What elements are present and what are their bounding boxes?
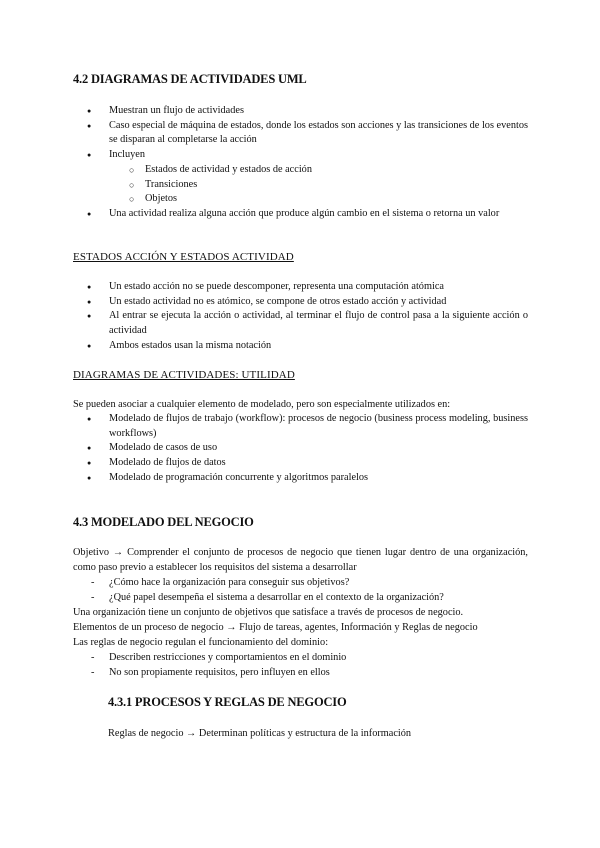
reglas-negocio-paragraph: Reglas de negocio → Determinan políticas y estructura de la información [108, 728, 412, 739]
sub-list-item: ○ Estados de actividad y estados de acción [109, 163, 528, 178]
list-item [73, 148, 528, 207]
elementos-line: Elementos de un proceso de negocio → Flujo de tareas, agentes, Información y Reglas de negocio [73, 622, 478, 633]
questions-list [73, 575, 528, 605]
list-item: ● Caso especial de máquina de estados, donde los estados son acciones y las transiciones de los eventos se disparan al completarse la acción [73, 119, 528, 148]
list-item-text: Incluyen [109, 149, 146, 161]
reglas-line: Las reglas de negocio regulan el funcionamiento del dominio: [73, 637, 329, 648]
list-item: ● Un estado actividad no es atómico, se compone de otros estado acción y actividad [73, 295, 528, 310]
rules-list [73, 650, 528, 680]
section-4-3-1-title: 4.3.1 PROCESOS Y REGLAS DE NEGOCIO [108, 695, 347, 709]
list-item: ● Modelado de programación concurrente y algoritmos paralelos [73, 471, 528, 486]
list-item: ● Una actividad realiza alguna acción que produce algún cambio en el sistema o retorna un valor [73, 207, 528, 222]
section-4-2-title: 4.2 DIAGRAMAS DE ACTIVIDADES UML [73, 72, 307, 86]
list-item: ● Modelado de casos de uso [73, 441, 528, 456]
list-item: - No son propiamente requisitos, pero influyen en ellos [73, 665, 528, 680]
sub-list-item: ○ Objetos [109, 192, 528, 207]
section-4-3-title: 4.3 MODELADO DEL NEGOCIO [73, 515, 254, 529]
list-item: ● Modelado de flujos de datos [73, 456, 528, 471]
list-item: ● Al entrar se ejecuta la acción o actividad, al terminar el flujo de control pasa a la siguiente acción o actividad [73, 309, 528, 338]
list-item: ● Muestran un flujo de actividades [73, 104, 528, 119]
sub-list-item: ○ Transiciones [109, 178, 528, 193]
estados-bullet-list [73, 280, 528, 354]
utilidad-heading: DIAGRAMAS DE ACTIVIDADES: UTILIDAD [73, 369, 295, 381]
list-item: - Describen restricciones y comportamientos en el dominio [73, 650, 528, 665]
organizacion-line: Una organización tiene un conjunto de objetivos que satisface a través de procesos de negocio. [73, 607, 464, 618]
utilidad-bullet-list [73, 412, 528, 486]
list-item: - ¿Qué papel desempeña el sistema a desarrollar en el contexto de la organización? [73, 590, 528, 605]
objetivo-paragraph: Objetivo → Comprender el conjunto de procesos de negocio que tienen lugar dentro de una organización, como paso previo a establecer los requisitos del sistema a desarrollar [73, 547, 528, 573]
list-item: ● Un estado acción no se puede descomponer, representa una computación atómica [73, 280, 528, 295]
section-4-2-bullet-list [73, 104, 528, 222]
list-item: ● Ambos estados usan la misma notación [73, 339, 528, 354]
sub-bullet-list [109, 163, 528, 207]
estados-heading: ESTADOS ACCIÓN Y ESTADOS ACTIVIDAD [73, 251, 294, 263]
list-item: - ¿Cómo hace la organización para conseguir sus objetivos? [73, 575, 528, 590]
list-item: ● Modelado de flujos de trabajo (workflow): procesos de negocio (business process modeling, business workflows) [73, 412, 528, 441]
utilidad-intro: Se pueden asociar a cualquier elemento de modelado, pero son especialmente utilizados en: [73, 399, 451, 410]
